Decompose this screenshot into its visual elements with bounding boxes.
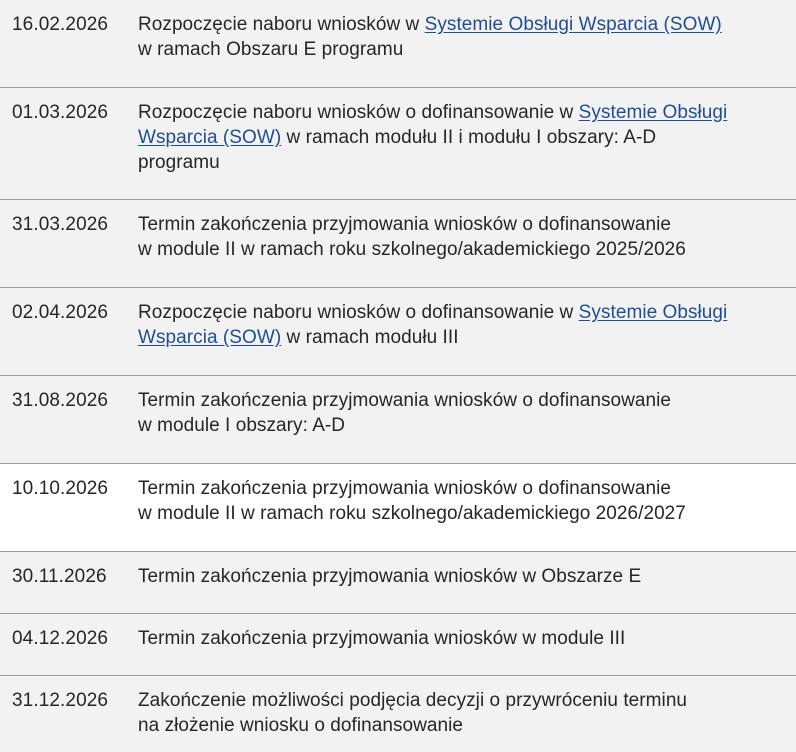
row-description — [138, 564, 788, 589]
row-date: 10.10.2026 — [12, 478, 109, 499]
description-line — [138, 37, 788, 62]
row-date: 31.08.2026 — [12, 390, 109, 411]
row-description — [138, 100, 788, 175]
description-text: Termin zakończenia przyjmowania wniosków o dofinansowanie — [138, 478, 672, 499]
table-row — [0, 199, 796, 287]
description-line — [138, 12, 788, 37]
description-text: Termin zakończenia przyjmowania wniosków o dofinansowanie — [138, 390, 672, 411]
row-description — [138, 12, 788, 62]
description-text: Termin zakończenia przyjmowania wniosków o dofinansowanie — [138, 214, 672, 235]
description-text: w module I obszary: A-D — [138, 415, 346, 436]
table-row — [0, 613, 796, 675]
row-date: 04.12.2026 — [12, 628, 109, 649]
description-line — [138, 388, 788, 413]
table-row — [0, 551, 796, 613]
sow-link[interactable]: Wsparcia (SOW) — [138, 127, 282, 148]
description-line — [138, 300, 788, 325]
sow-link[interactable]: Systemie Obsługi — [578, 102, 728, 123]
description-text: w ramach Obszaru E programu — [138, 39, 404, 60]
description-line — [138, 476, 788, 501]
description-text: w module II w ramach roku szkolnego/akademickiego 2026/2027 — [138, 503, 686, 524]
row-date: 31.03.2026 — [12, 214, 109, 235]
table-row — [0, 675, 796, 752]
description-line — [138, 413, 788, 438]
description-text: Rozpoczęcie naboru wniosków o dofinansowanie w — [138, 102, 579, 123]
description-text: w ramach modułu II i modułu I obszary: A-D — [281, 127, 657, 148]
row-description — [138, 476, 788, 526]
description-line — [138, 713, 788, 738]
sow-link[interactable]: Wsparcia (SOW) — [138, 327, 282, 348]
description-line — [138, 237, 788, 262]
description-text: Rozpoczęcie naboru wniosków w — [138, 14, 425, 35]
description-line — [138, 626, 788, 651]
row-date: 31.12.2026 — [12, 690, 109, 711]
row-description — [138, 688, 788, 738]
description-text: programu — [138, 152, 220, 173]
description-line — [138, 325, 788, 350]
description-text: Rozpoczęcie naboru wniosków o dofinansowanie w — [138, 302, 579, 323]
table-row — [0, 463, 796, 551]
row-description — [138, 212, 788, 262]
row-description — [138, 300, 788, 350]
description-text: Zakończenie możliwości podjęcia decyzji o przywróceniu terminu — [138, 690, 688, 711]
sow-link[interactable]: Systemie Obsługi Wsparcia (SOW) — [424, 14, 722, 35]
description-line — [138, 688, 788, 713]
row-description — [138, 388, 788, 438]
row-description — [138, 626, 788, 651]
table-row — [0, 375, 796, 463]
sow-link[interactable]: Systemie Obsługi — [578, 302, 728, 323]
table-row — [0, 0, 796, 87]
description-line — [138, 100, 788, 125]
description-line — [138, 150, 788, 175]
row-date: 01.03.2026 — [12, 102, 109, 123]
description-line — [138, 212, 788, 237]
description-text: w ramach modułu III — [281, 327, 459, 348]
description-line — [138, 125, 788, 150]
row-date: 16.02.2026 — [12, 14, 109, 35]
row-date: 02.04.2026 — [12, 302, 109, 323]
description-text: Termin zakończenia przyjmowania wniosków w Obszarze E — [138, 566, 642, 587]
description-line — [138, 564, 788, 589]
row-date: 30.11.2026 — [12, 566, 107, 587]
table-row — [0, 87, 796, 199]
description-text: na złożenie wniosku o dofinansowanie — [138, 715, 464, 736]
table-row — [0, 287, 796, 375]
description-text: w module II w ramach roku szkolnego/akademickiego 2025/2026 — [138, 239, 686, 260]
description-text: Termin zakończenia przyjmowania wniosków w module III — [138, 628, 626, 649]
description-line — [138, 501, 788, 526]
